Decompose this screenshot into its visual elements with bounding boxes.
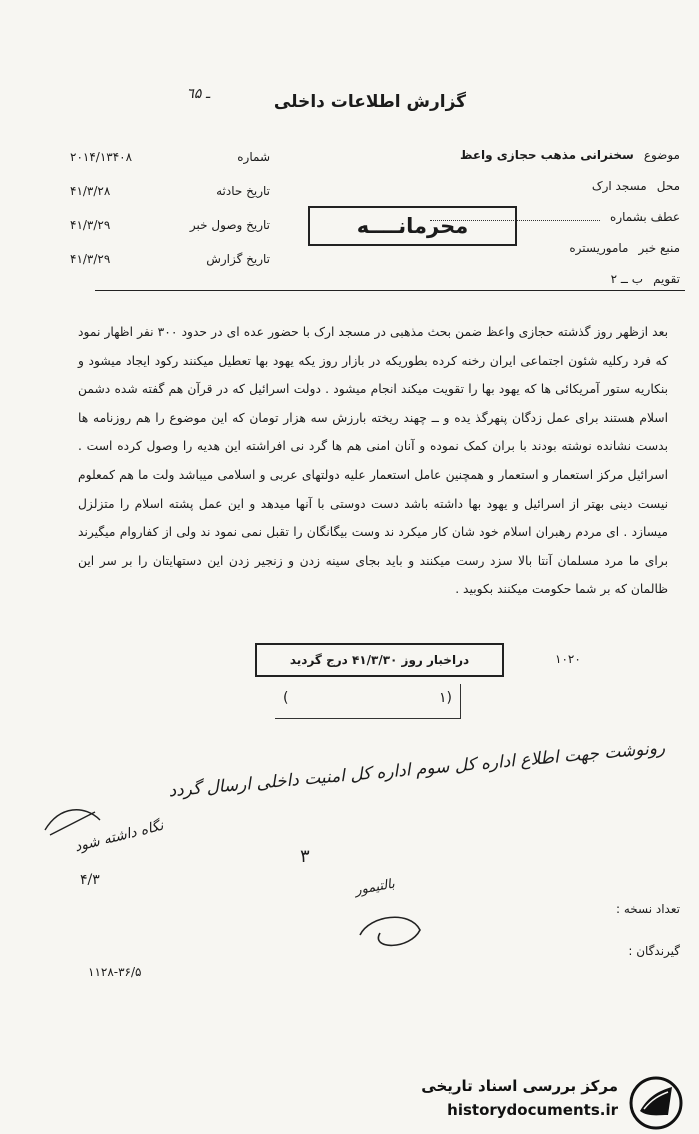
inner-stamp-right: ١) <box>439 690 452 706</box>
reference-number: ۱۰۲۰ <box>555 652 581 666</box>
handwritten-date: ۴/۳ <box>80 872 100 888</box>
meta-value: ۴۱/۳/۲۹ <box>70 218 111 232</box>
archive-logo <box>420 1075 690 1130</box>
document-code: ۱۱۲۸-۳۶/۵ <box>88 965 142 979</box>
publication-stamp: دراخبار روز ۴۱/۳/۳۰ درج گردید <box>255 643 504 677</box>
meta-label: تاریخ حادثه <box>216 184 270 198</box>
document-title: گزارش اطلاعات داخلی <box>273 92 467 112</box>
report-body: بعد ازظهر روز گذشته حجازی واعظ ضمن بحث مذهبی در مسجد ارک با حضور عده ای در حدود ۳۰۰ نفر اظهار نمود که فرد رکلیه شئون اجتماعی ایران رخنه کرده بطوریکه در بازار روز یکه یهود بها تعطیل میکنند رکود ایجاد میشود و بنکاریه ستور آمریکائی ها که یهود بها را تقویت میکند انجام میشود . دولت اسرائیل که در قرآن هم گفته شده دشمن اسلام هستند برای عمل زدگان پنهرگذ یده و ــ چهند ریخته بارزش سه هزار تومان که این موضوع را هم روزنامه ها بدست نشانده نوشته بودند با بران کمک نموده و آنان امنی هم ها گرد نی افراشته این هدیه را وصول کرده است . اسرائیل مرکز استعمار و استعمار و همچنین عامل استعمار علیه دولتهای عربی و اسلامی میباشد ولت ما هم کمعلوم نیست دینی بهتر از اسرائیل و یهود بها داشته باشد دست دوستی با آنها میدهد و این عمل پشته اسلام را متزلزل میسازد . ای مردم رهبران اسلام خود شان کار میکرد ند وست بیگانگان را تقبل نمی نمود ند ولی از کفاروام میگیرند برای ما مرد مسلمان آنتا بالا سزد رست میکنند و باید بجای سینه زدن و زنجیر زدن این دستهایتان را بر سر این ظالمان که بر شما حکومت میکنند بکوبید . <box>78 325 668 597</box>
handwriting-flourish <box>40 800 110 840</box>
meta-value: ماموریستره <box>569 241 629 255</box>
meta-report-date-row <box>70 242 270 276</box>
meta-value: سخنرانی مذهب حجازی واعظ <box>459 148 634 162</box>
meta-left <box>70 140 270 276</box>
corner-note: ـ ٦۵ <box>186 86 210 102</box>
header-divider <box>95 290 685 291</box>
meta-value: ۲۰۱۴/۱۳۴۰۸ <box>70 150 133 164</box>
meta-value: مسجد ارک <box>591 179 647 193</box>
meta-label: موضوع <box>643 148 680 162</box>
logo-text-en: historydocuments.ir <box>447 1101 618 1119</box>
signature-flourish <box>350 905 430 955</box>
meta-label: محل <box>656 179 680 193</box>
inner-stamp <box>275 684 461 719</box>
meta-label: منبع خبر <box>638 241 680 255</box>
meta-label: تاریخ گزارش <box>206 252 270 266</box>
recipients-label: گیرندگان : <box>628 944 680 958</box>
handwritten-note: رونوشت جهت اطلاع اداره کل سوم اداره کل امنیت داخلی ارسال گردد <box>167 738 666 802</box>
footer-labels <box>570 888 680 972</box>
meta-value: ب ــ ۲ <box>610 272 644 286</box>
handwritten-side-note: نگاه داشته شود <box>73 817 166 856</box>
meta-label: تاریخ وصول خبر <box>189 218 270 232</box>
book-icon <box>628 1075 684 1131</box>
meta-received-date-row <box>70 208 270 242</box>
meta-number-row <box>70 140 270 174</box>
meta-label: تقویم <box>653 272 680 286</box>
inner-stamp-left: ( <box>283 690 289 706</box>
copies-label: تعداد نسخه : <box>615 902 680 916</box>
signature: بالتیمور <box>354 876 396 899</box>
meta-location-row <box>430 171 680 202</box>
handwritten-number: ۳ <box>300 846 310 867</box>
meta-label: عطف بشماره <box>610 210 680 224</box>
classification-stamp: محرمانــــه <box>308 206 517 246</box>
logo-text-fa: مرکز بررسی اسناد تاریخی <box>421 1077 618 1095</box>
meta-incident-date-row <box>70 174 270 208</box>
meta-subject-row <box>430 140 680 171</box>
meta-value: ۴۱/۳/۲۸ <box>70 184 111 198</box>
meta-value: ۴۱/۳/۲۹ <box>70 252 111 266</box>
meta-label: شماره <box>237 150 270 164</box>
